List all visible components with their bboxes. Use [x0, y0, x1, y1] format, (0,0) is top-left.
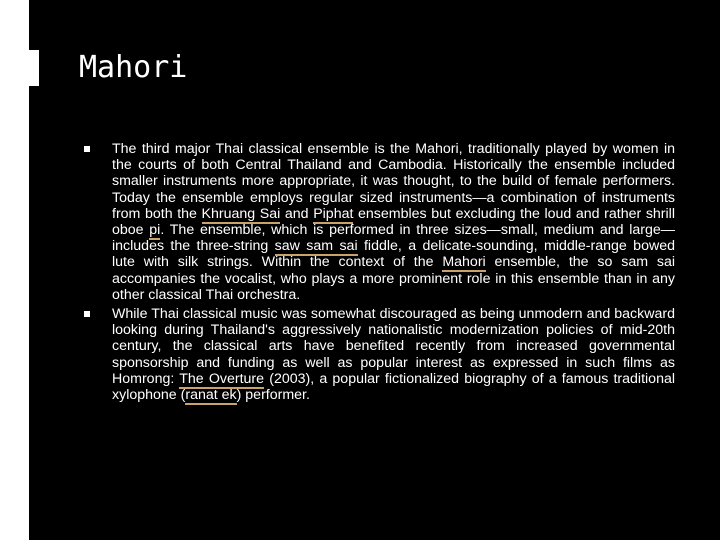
bullet-item [84, 141, 675, 303]
slide [29, 0, 720, 540]
bullet-text: The third major Thai classical ensemble is the Mahori, traditionally played by women in the courts of both Central Thailand and Cambodia. Historically the ensemble included smaller instruments more appropriate, it was thought, to the build of female performers. Today the ensemble employs regular sized instruments—a combination of instruments from both the [112, 141, 675, 222]
bullet-list [84, 141, 675, 406]
link-saw-sam-sai[interactable]: saw sam sai [274, 238, 358, 255]
bullet-text: . The ensemble, which is performed in three sizes—small, medium and large—includes the three-string [112, 222, 675, 255]
bullet-text: ) performer. [236, 387, 310, 404]
link-mahori[interactable]: Mahori [442, 254, 486, 271]
square-bullet-icon [84, 146, 90, 152]
bullet-text: and [280, 205, 314, 222]
title-accent-bar [29, 50, 39, 86]
square-bullet-icon [84, 311, 90, 317]
bullet-text: fiddle, a delicate-sounding, middle-range bowed lute with silk strings. Within the context of the [112, 238, 675, 271]
link-the-overture[interactable]: The Overture [179, 370, 265, 387]
link-khruang-sai[interactable]: Khruang Sai [201, 205, 281, 222]
bullet-text: (2003), a popular fictionalized biography of a famous traditional xylophone ( [112, 370, 675, 404]
bullet-item [84, 306, 675, 403]
slide-title: Mahori [79, 50, 188, 85]
bullet-text: ensemble, the so sam sai accompanies the vocalist, who plays a more prominent role in this ensemble than in any other classical Thai orchestra. [112, 254, 676, 303]
link-ranat-ek[interactable]: ranat ek [185, 387, 237, 404]
bullet-text: ensembles but excluding the loud and rather shrill oboe [112, 205, 675, 239]
link-piphat[interactable]: Piphat [313, 205, 354, 222]
link-pi[interactable]: pi [149, 222, 161, 239]
bullet-text: While Thai classical music was somewhat discouraged as being unmodern and backward looking during Thailand's aggressively nationalistic modernization policies of mid-20th century, the classical arts have benefited recently from increased governmental sponsorship and funding as well as popular interest as expressed in such films as Homrong: [112, 306, 675, 387]
